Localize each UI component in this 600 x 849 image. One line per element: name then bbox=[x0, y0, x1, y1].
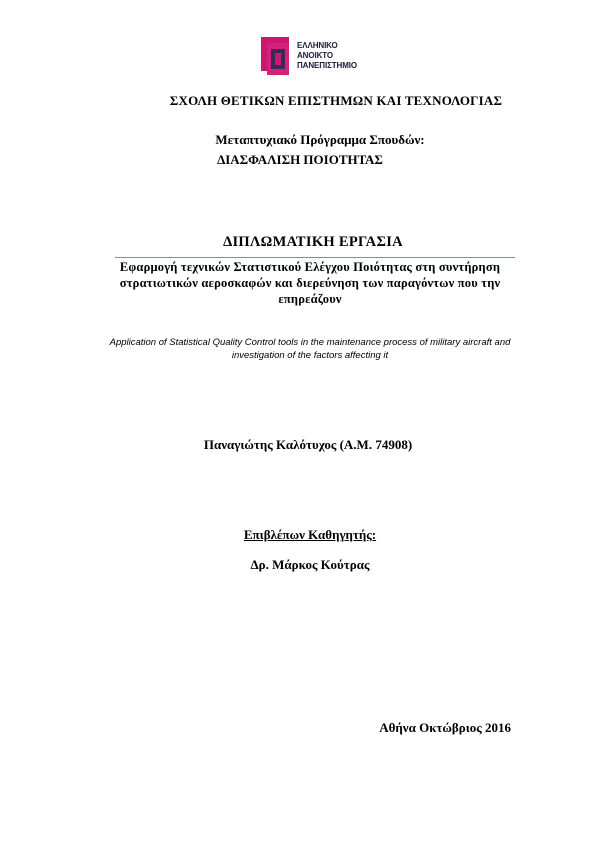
logo-line-2: ΑΝΟΙΚΤΟ bbox=[297, 51, 334, 60]
author-name: Παναγιώτης Καλότυχος (Α.Μ. 74908) bbox=[203, 437, 413, 452]
title-divider bbox=[115, 257, 515, 258]
school-name: ΣΧΟΛΗ ΘΕΤΙΚΩΝ ΕΠΙΣΤΗΜΩΝ ΚΑΙ ΤΕΧΝΟΛΟΓΙΑΣ bbox=[169, 93, 503, 108]
program-name: ΔΙΑΣΦΑΛΙΣΗ ΠΟΙΟΤΗΤΑΣ bbox=[217, 152, 383, 167]
supervisor-name: Δρ. Μάρκος Κούτρας bbox=[250, 557, 370, 572]
logo-line-1: ΕΛΛΗΝΙΚΟ bbox=[297, 41, 338, 50]
logo-text bbox=[297, 41, 357, 71]
thesis-title-greek: Εφαρμογή τεχνικών Στατιστικού Ελέγχου Ποιότητας στη συντήρηση στρατιωτικών αεροσκαφών και διερεύνηση των παραγόντων που την επηρεάζουν bbox=[119, 260, 501, 306]
thesis-title-english: Application of Statistical Quality Control tools in the maintenance process of military aircraft and investigation of the factors affecting it bbox=[109, 337, 511, 361]
thesis-label: ΔΙΠΛΩΜΑΤΙΚΗ ΕΡΓΑΣΙΑ bbox=[223, 234, 403, 250]
university-logo bbox=[259, 35, 369, 79]
place-date: Αθήνα Οκτώβριος 2016 bbox=[379, 720, 511, 735]
logo-line-3: ΠΑΝΕΠΙΣΤΗΜΙΟ bbox=[297, 61, 358, 70]
logo-mark-icon bbox=[259, 35, 295, 79]
supervisor-label: Επιβλέπων Καθηγητής: bbox=[243, 527, 377, 542]
program-label: Μεταπτυχιακό Πρόγραμμα Σπουδών: bbox=[215, 132, 425, 147]
